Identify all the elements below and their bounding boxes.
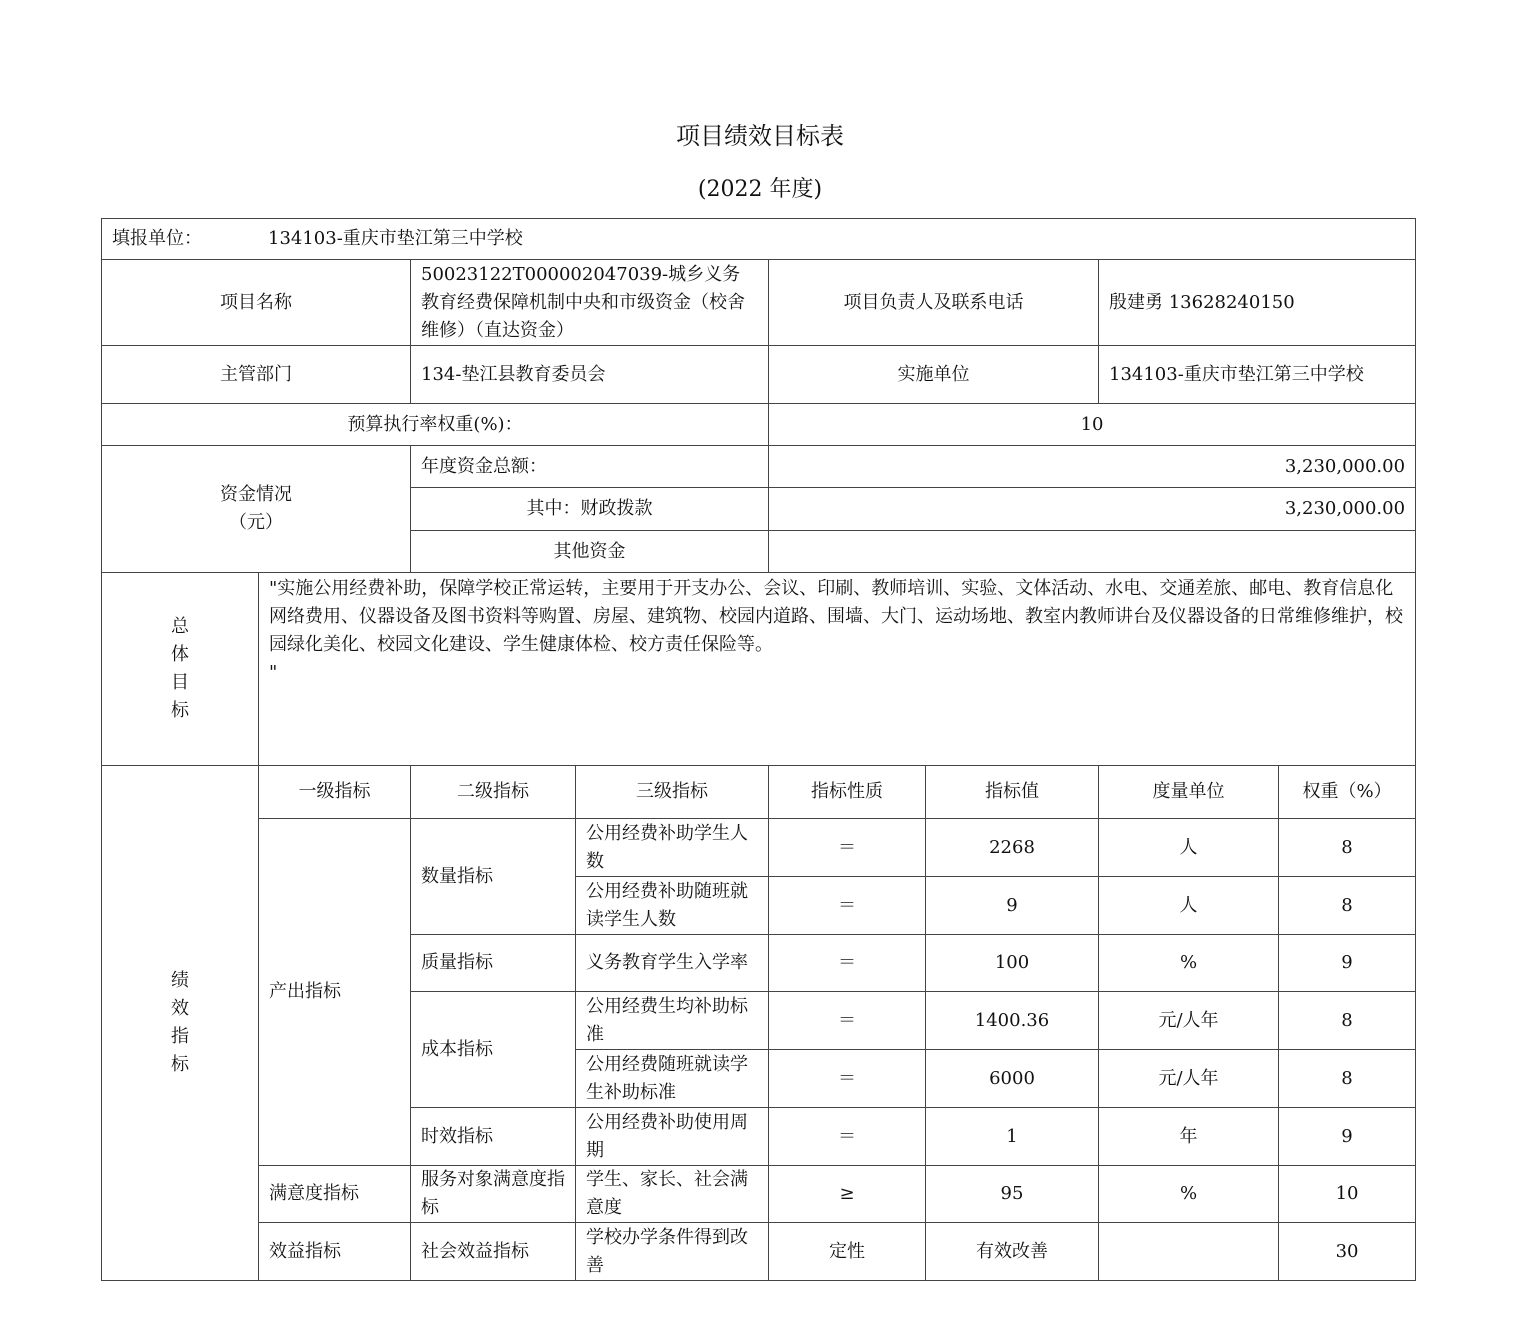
unit-cell: 元/人年 <box>1099 1050 1279 1108</box>
nature-cell: ＝ <box>769 1108 926 1166</box>
level3-cell: 公用经费补助使用周期 <box>576 1108 769 1166</box>
weight-cell: 8 <box>1279 877 1416 935</box>
unit-row <box>102 219 1416 260</box>
impl-value: 134103-重庆市垫江第三中学校 <box>1099 346 1416 404</box>
funds-fiscal-value: 3,230,000.00 <box>769 488 1416 531</box>
nature-cell: ＝ <box>769 935 926 992</box>
level2-cell: 时效指标 <box>411 1108 576 1166</box>
budget-weight-label: 预算执行率权重(%)： <box>102 404 769 446</box>
goal-label-char: 目 <box>171 672 189 693</box>
funds-other-label: 其他资金 <box>411 531 769 573</box>
indicators-label-char: 标 <box>171 1054 189 1075</box>
weight-cell: 9 <box>1279 935 1416 992</box>
header-unit: 度量单位 <box>1099 766 1279 819</box>
level3-cell: 公用经费补助学生人数 <box>576 819 769 877</box>
unit-cell <box>1099 1223 1279 1281</box>
level3-cell: 公用经费生均补助标准 <box>576 992 769 1050</box>
page-subtitle: (2022 年度) <box>697 177 823 202</box>
level3-cell: 学生、家长、社会满意度 <box>576 1166 769 1223</box>
weight-cell: 30 <box>1279 1223 1416 1281</box>
level2-cell: 数量指标 <box>411 819 576 935</box>
funds-label-line1: 资金情况 <box>220 484 292 505</box>
unit-cell: % <box>1099 1166 1279 1223</box>
unit-label: 填报单位： <box>112 228 202 249</box>
level1-cell: 效益指标 <box>259 1223 411 1281</box>
value-cell: 100 <box>926 935 1099 992</box>
weight-cell: 9 <box>1279 1108 1416 1166</box>
header-level2: 二级指标 <box>411 766 576 819</box>
weight-cell: 8 <box>1279 1050 1416 1108</box>
dept-label: 主管部门 <box>102 346 411 404</box>
indicators-label-char: 绩 <box>171 970 189 991</box>
funds-label <box>102 446 411 573</box>
contact-value: 殷建勇 13628240150 <box>1099 260 1416 346</box>
header-weight: 权重（%） <box>1279 766 1416 819</box>
impl-label: 实施单位 <box>769 346 1099 404</box>
nature-cell: ≥ <box>769 1166 926 1223</box>
unit-cell: % <box>1099 935 1279 992</box>
level2-cell: 质量指标 <box>411 935 576 992</box>
nature-cell: ＝ <box>769 877 926 935</box>
table-row <box>102 819 1416 877</box>
indicators-label-char: 效 <box>171 998 189 1019</box>
level1-cell: 满意度指标 <box>259 1166 411 1223</box>
performance-table <box>101 218 1416 1281</box>
unit-cell: 元/人年 <box>1099 992 1279 1050</box>
level2-cell: 社会效益指标 <box>411 1223 576 1281</box>
level3-cell: 学校办学条件得到改善 <box>576 1223 769 1281</box>
funds-other-value <box>769 531 1416 573</box>
value-cell: 1 <box>926 1108 1099 1166</box>
goal-text-cell <box>259 573 1416 766</box>
level1-cell: 产出指标 <box>259 819 411 1166</box>
value-cell: 有效改善 <box>926 1223 1099 1281</box>
value-cell: 95 <box>926 1166 1099 1223</box>
value-cell: 6000 <box>926 1050 1099 1108</box>
unit-cell: 年 <box>1099 1108 1279 1166</box>
weight-cell: 8 <box>1279 992 1416 1050</box>
level3-cell: 公用经费随班就读学生补助标准 <box>576 1050 769 1108</box>
header-level1: 一级指标 <box>259 766 411 819</box>
dept-value: 134-垫江县教育委员会 <box>411 346 769 404</box>
goal-label <box>102 573 259 766</box>
goal-label-char: 体 <box>171 644 189 665</box>
weight-cell: 10 <box>1279 1166 1416 1223</box>
page-title: 项目绩效目标表 <box>676 122 844 150</box>
header-value: 指标值 <box>926 766 1099 819</box>
nature-cell: ＝ <box>769 992 926 1050</box>
project-name-value: 50023122T000002047039-城乡义务教育经费保障机制中央和市级资金（校舍维修）（直达资金） <box>411 260 769 346</box>
nature-cell: ＝ <box>769 819 926 877</box>
value-cell: 9 <box>926 877 1099 935</box>
level2-cell: 服务对象满意度指标 <box>411 1166 576 1223</box>
project-name-label: 项目名称 <box>102 260 411 346</box>
level2-cell: 成本指标 <box>411 992 576 1108</box>
goal-label-char: 标 <box>171 700 189 721</box>
goal-label-char: 总 <box>171 616 189 637</box>
indicators-label <box>102 766 259 1281</box>
level3-cell: 义务教育学生入学率 <box>576 935 769 992</box>
header-nature: 指标性质 <box>769 766 926 819</box>
unit-cell: 人 <box>1099 877 1279 935</box>
header-level3: 三级指标 <box>576 766 769 819</box>
goal-text: "实施公用经费补助，保障学校正常运转，主要用于开支办公、会议、印刷、教师培训、实验、文体活动、水电、交通差旅、邮电、教育信息化网络费用、仪器设备及图书资料等购置、房屋、建筑物、校园内道路、围墙、大门、运动场地、教室内教师讲台及仪器设备的日常维修维护，校园绿化美化、校园文化建设、学生健康体检、校方责任保险等。 <box>269 578 1403 655</box>
table-row <box>102 1223 1416 1281</box>
table-row <box>102 1166 1416 1223</box>
funds-total-value: 3,230,000.00 <box>769 446 1416 488</box>
unit-cell: 人 <box>1099 819 1279 877</box>
goal-text-end: " <box>269 662 278 683</box>
value-cell: 2268 <box>926 819 1099 877</box>
weight-cell: 8 <box>1279 819 1416 877</box>
contact-label: 项目负责人及联系电话 <box>769 260 1099 346</box>
unit-value: 134103-重庆市垫江第三中学校 <box>268 228 523 249</box>
funds-total-label: 年度资金总额： <box>411 446 769 488</box>
nature-cell: ＝ <box>769 1050 926 1108</box>
level3-cell: 公用经费补助随班就读学生人数 <box>576 877 769 935</box>
budget-weight-value: 10 <box>769 404 1416 446</box>
value-cell: 1400.36 <box>926 992 1099 1050</box>
funds-label-line2: （元） <box>229 512 283 533</box>
funds-fiscal-label: 其中：财政拨款 <box>411 488 769 531</box>
nature-cell: 定性 <box>769 1223 926 1281</box>
indicators-label-char: 指 <box>171 1026 189 1047</box>
